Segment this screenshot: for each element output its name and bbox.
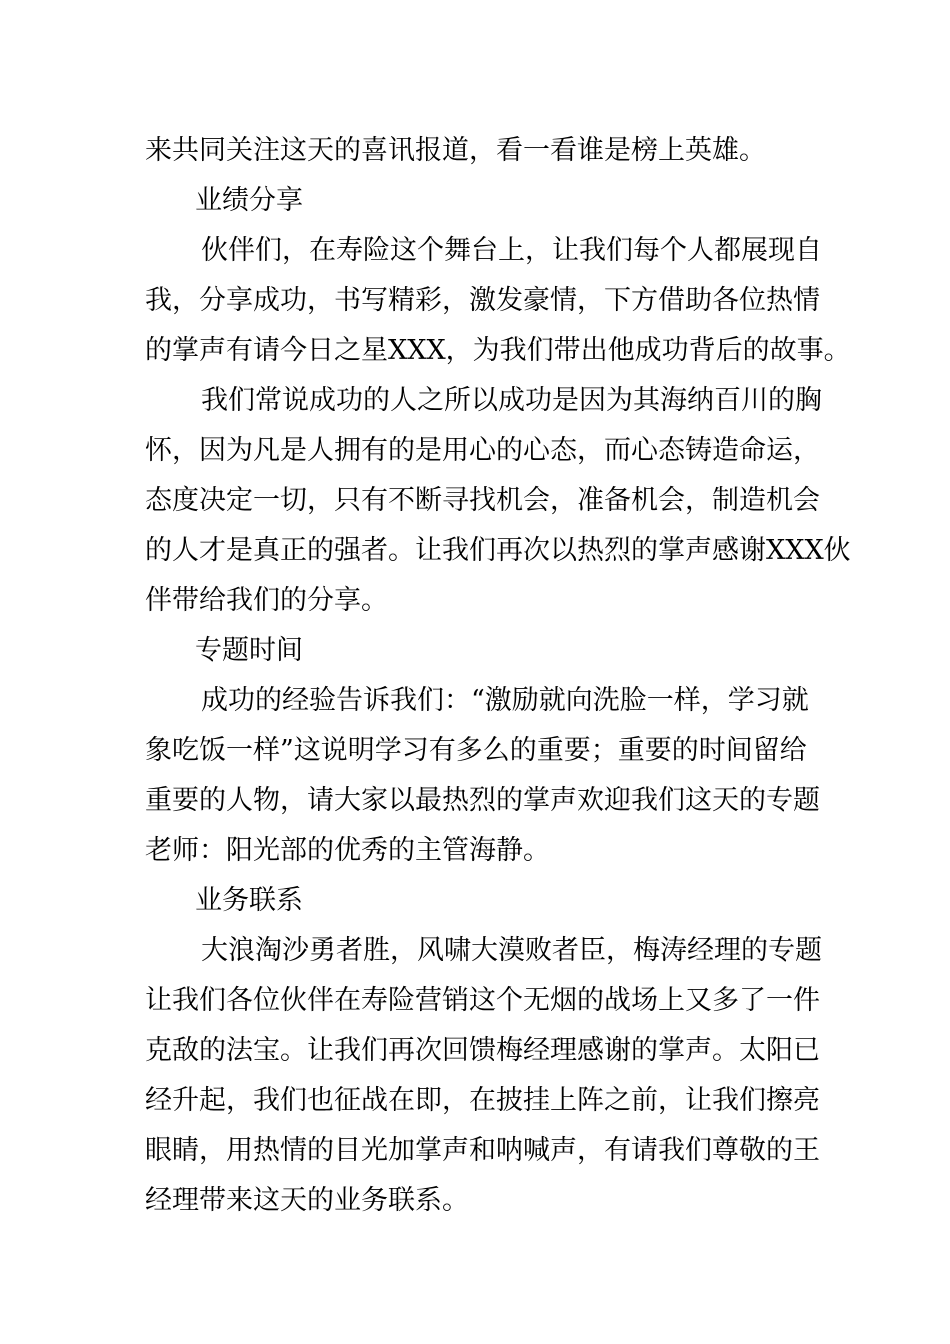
- document-body: [145, 126, 851, 1226]
- body-line: 克敌的法宝。让我们再次回馈梅经理感谢的掌声。太阳已: [145, 1035, 820, 1066]
- paragraph-first-line: 成功的经验告诉我们：“激励就向洗脸一样，学习就: [201, 685, 809, 716]
- body-line: 眼睛，用热情的目光加掌声和呐喊声，有请我们尊敬的王: [145, 1135, 820, 1166]
- section-heading: 业绩分享: [195, 185, 303, 216]
- body-line: 的人才是真正的强者。让我们再次以热烈的掌声感谢XXX伙: [145, 535, 851, 566]
- body-line: 我，分享成功，书写精彩，激发豪情，下方借助各位热情: [145, 285, 820, 316]
- body-line: 伴带给我们的分享。: [145, 585, 388, 616]
- body-line: 来共同关注这天的喜讯报道，看一看谁是榜上英雄。: [145, 135, 766, 166]
- body-line: 经升起，我们也征战在即，在披挂上阵之前，让我们擦亮: [145, 1085, 820, 1116]
- body-line: 老师：阳光部的优秀的主管海静。: [145, 835, 550, 866]
- body-line: 象吃饭一样”这说明学习有多么的重要；重要的时间留给: [145, 735, 807, 766]
- body-line: 经理带来这天的业务联系。: [145, 1185, 469, 1216]
- paragraph-first-line: 我们常说成功的人之所以成功是因为其海纳百川的胸: [201, 385, 822, 416]
- body-line: 让我们各位伙伴在寿险营销这个无烟的战场上又多了一件: [145, 985, 820, 1016]
- section-heading: 业务联系: [195, 885, 303, 916]
- body-line: 重要的人物，请大家以最热烈的掌声欢迎我们这天的专题: [145, 785, 820, 816]
- body-line: 的掌声有请今日之星XXX，为我们带出他成功背后的故事。: [145, 335, 851, 366]
- body-line: 态度决定一切，只有不断寻找机会，准备机会，制造机会: [145, 485, 820, 516]
- section-heading: 专题时间: [195, 635, 303, 666]
- body-line: 怀，因为凡是人拥有的是用心的心态，而心态铸造命运，: [145, 435, 820, 466]
- paragraph-first-line: 大浪淘沙勇者胜，风啸大漠败者臣，梅涛经理的专题: [201, 935, 822, 966]
- paragraph-first-line: 伙伴们，在寿险这个舞台上，让我们每个人都展现自: [201, 235, 822, 266]
